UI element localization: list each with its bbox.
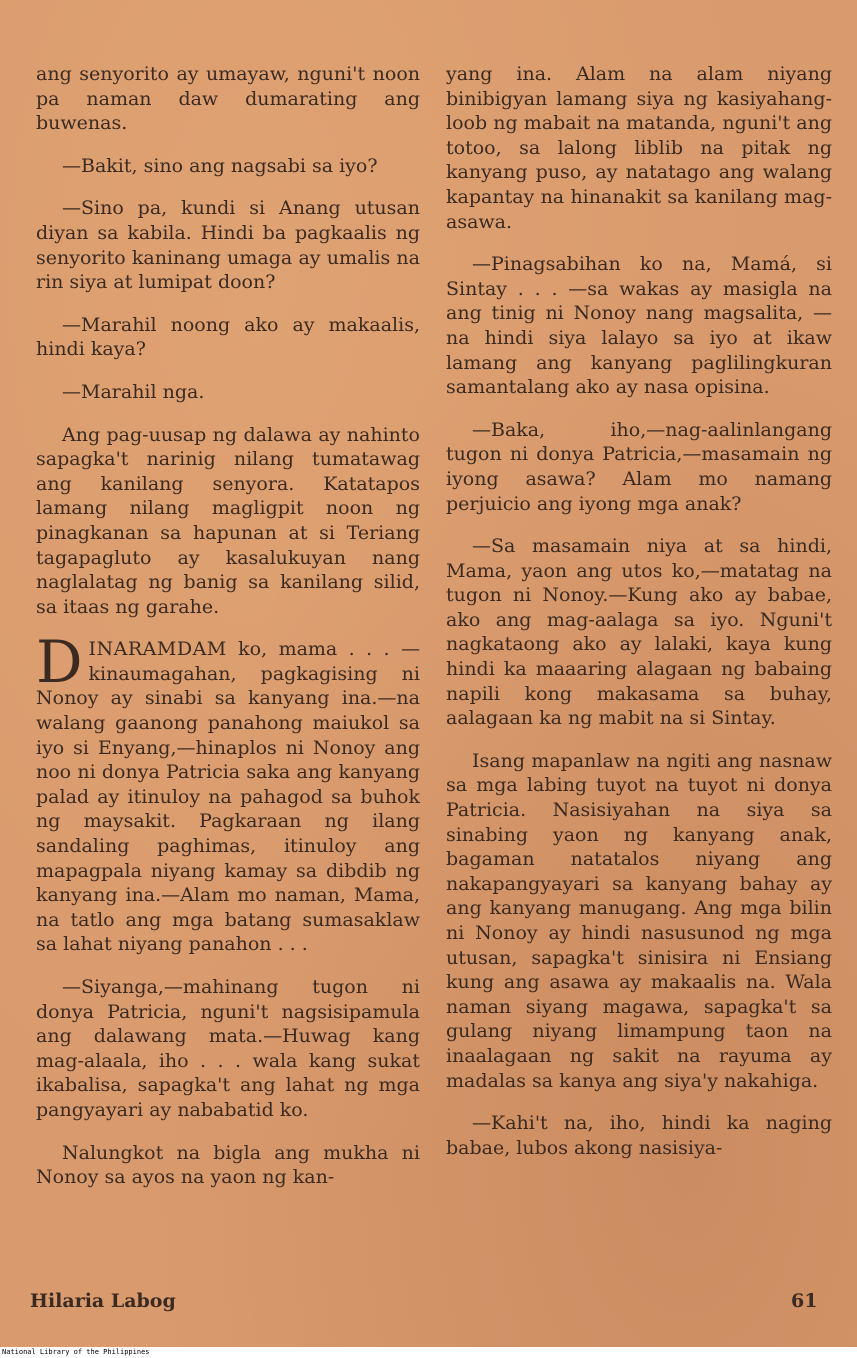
paragraph: —Sa masamain niya at sa hindi, Mama, yaon ang utos ko,—matatag na tugon ni Nonoy.—Kung ako ay babae, ako ang mag-aalaga sa iyo. Nguni't nagkataong ako ay lalaki, kaya kung hindi ka maaaring alagaan ng babaing napili kong makasama sa buhay, aalagaan ka ng mabit na si Sintay.	[446, 535, 832, 730]
small-caps-lead: INARAMDAM	[88, 638, 227, 661]
paragraph: —Baka, iho,—nag-aalinlangang tugon ni donya Patricia,—masamain ng iyong asawa? Alam mo namang perjuicio ang iyong mga anak?	[446, 418, 832, 515]
left-column	[36, 62, 420, 1200]
paragraph: ang senyorito ay umayaw, nguni't noon pa naman daw dumarating ang buwenas.	[36, 63, 420, 135]
paragraph: Nalungkot na bigla ang mukha ni Nonoy sa ayos na yaon ng kan-	[36, 1141, 420, 1189]
paragraph: —Marahil noong ako ay makaalis, hindi kaya?	[36, 313, 420, 361]
paragraph: —Pinagsabihan ko na, Mamá, si Sintay . . . —sa wakas ay masigla na ang tinig ni Nonoy nang magsalita, —na hindi siya lalayo sa iyo at ikaw lamang ang kanyang paglilingkuran samantalang ako ay nasa opisina.	[446, 253, 832, 399]
footer-author: Hilaria Labog	[30, 1290, 176, 1312]
right-column	[446, 62, 832, 1170]
paragraph: —Sino pa, kundi si Anang utusan diyan sa kabila. Hindi ba pagkaalis ng senyorito kaninang umaga ay umalis na rin siya at lumipat doon?	[36, 197, 420, 294]
paragraph-dropcap	[36, 628, 420, 957]
paragraph: —Bakit, sino ang nagsabi sa iyo?	[62, 154, 378, 177]
paragraph: Ang pag-uusap ng dalawa ay nahinto sapagka't narinig nilang tumatawag ang kanilang senyora. Katatapos lamang nilang magligpit noon ng pinagkanan sa hapunan at si Teriang tagapagluto ay kasalukuyan nang naglalatag ng banig sa kanilang silid, sa itaas ng garahe.	[36, 423, 420, 618]
archive-credit: National Library of the Philippines	[0, 1347, 857, 1358]
paragraph: yang ina. Alam na alam niyang binibigyan lamang siya ng kasiyahang-loob ng mabait na matanda, nguni't ang totoo, sa lalong liblib na pitak ng kanyang puso, ay natatago ang walang kapantay na hinanakit sa kanilang mag-asawa.	[446, 63, 832, 233]
paragraph: —Marahil nga.	[62, 380, 205, 403]
paragraph: Isang mapanlaw na ngiti ang nasnaw sa mga labing tuyot na tuyot ni donya Patricia. Nasisiyahan na siya sa sinabing yaon ng kanyang anak, bagaman natatalos niyang ang nakapangyayari sa kanyang bahay ay ang kanyang manugang. Ang mga bilin ni Nonoy ay hindi nasusunod ng mga utusan, sapagka't sinisira ni Ensiang kung ang asawa ay makaalis na. Wala naman siyang magawa, sapagka't sa gulang niyang limampung taon na inaalagaan ng sakit na rayuma ay madalas sa kanya ang siya'y nakahiga.	[446, 749, 832, 1092]
drop-cap: D	[36, 628, 83, 697]
paragraph: —Kahi't na, iho, hindi ka naging babae, lubos akong nasisiya-	[446, 1112, 832, 1159]
page-number: 61	[791, 1290, 818, 1312]
paragraph-text: ko, mama . . . —kinaumagahan, pagkagising ni Nonoy ay sinabi sa kanyang ina.—na walang gaanong panahong maiukol sa iyo si Enyang,—hinaplos ni Nonoy ang noo ni donya Patricia saka ang kanyang palad ay itinuloy na pahagod sa buhok ng maysakit. Pagkaraan ng ilang sandaling paghimas, itinuloy ang mapagpala niyang kamay sa dibdib ng kanyang ina.—Alam mo naman, Mama, na tatlo ang mga batang sumasaklaw sa lahat niyang panahon . . .	[36, 638, 420, 956]
paragraph: —Siyanga,—mahinang tugon ni donya Patricia, nguni't nagsisipamula ang dalawang mata.—Huwag kang mag-alaala, iho . . . wala kang sukat ikabalisa, sapagka't ang lahat ng mga pangyayari ay nababatid ko.	[36, 976, 420, 1121]
